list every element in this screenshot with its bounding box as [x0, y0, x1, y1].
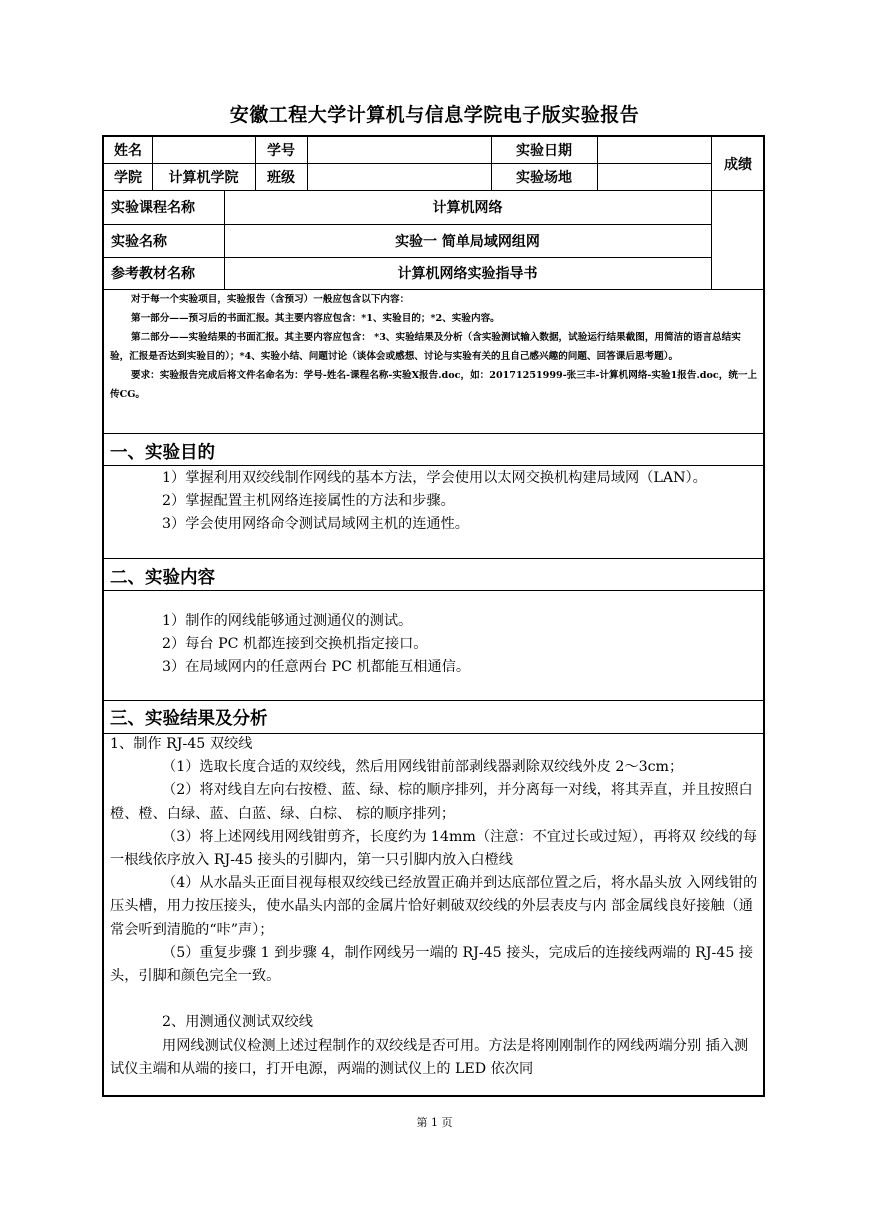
list-item: 2）每台 PC 机都连接到交换机指定接口。	[162, 636, 428, 653]
course-value: 计算机网络	[432, 200, 503, 216]
grid-line	[104, 465, 765, 466]
requirements-line: 要求：实验报告完成后将文件名命名为：学号-姓名-课程名称-实验X报告.doc，如：20171251999-张三丰-计算机网络-实验1报告.doc，统一上传CG。	[110, 370, 758, 400]
experiment-value: 实验一 简单局域网组网	[395, 233, 540, 250]
section-heading: 三、实验结果及分析	[110, 709, 268, 729]
list-item: 3）在局域网内的任意两台 PC 机都能互相通信。	[162, 659, 471, 676]
grid-line	[224, 190, 225, 289]
report-form	[102, 135, 765, 1097]
step-item: （2）将对线自左向右按橙、蓝、绿、棕的顺序排列，并分离每一对线，将其弄直，并且按照白橙、橙、白绿、蓝、白蓝、绿、白棕、 棕的顺序排列；	[110, 782, 753, 822]
step-item: （3）将上述网线用网线钳剪齐，长度约为 14mm（注意：不宜过长或过短），再将双 绞线的每一根线依序放入 RJ-45 接头的引脚内，第一只引脚内放入白橙线	[110, 828, 758, 869]
textbook-value: 计算机网络实验指导书	[397, 266, 538, 282]
step-item: （4）从水晶头正面目视每根双绞线已经放置正确并到达底部位置之后，将水晶头放 入网线钳的压头槽，用力按压接头，使水晶头内部的金属片恰好刺破双绞线的外层表皮与内 部金属线良好接触（通常会听到清脆的“咔”声）；	[110, 875, 758, 938]
grid-line	[104, 163, 711, 164]
class-label: 班级	[267, 169, 295, 186]
grid-line	[152, 137, 153, 190]
date-field[interactable]	[597, 137, 711, 163]
grid-line	[711, 137, 712, 289]
page-number: 第 1 页	[416, 1116, 453, 1129]
section-heading: 二、实验内容	[110, 568, 215, 588]
requirements-note	[110, 290, 760, 404]
section-body	[110, 467, 760, 537]
location-field[interactable]	[597, 163, 711, 190]
name-label: 姓名	[114, 143, 142, 159]
grid-line	[104, 590, 765, 591]
requirements-line: 第二部分——实验结果的书面汇报。其主要内容应包含： *3、实验结果及分析（含实验测试输入数据，试验运行结果截图，用简洁的语言总结实验，汇报是否达到实验目的）；*4、实验小结、问题讨论（谈体会或感想、讨论与实验有关的且自己感兴趣的问题、回答课后思考题）。	[110, 332, 741, 362]
section-body	[110, 733, 760, 1081]
grid-line	[491, 137, 492, 190]
date-label: 实验日期	[516, 143, 572, 159]
grid-line	[104, 190, 765, 191]
college-value: 计算机学院	[168, 169, 239, 186]
paragraph: 用网线测试仪检测上述过程制作的双绞线是否可用。方法是将刚刚制作的网线两端分别 插入测试仪主端和从端的接口，打开电源，两端的测试仪上的 LED 依次同	[110, 1037, 749, 1077]
textbook-label: 参考教材名称	[111, 266, 195, 282]
college-label: 学院	[114, 169, 142, 186]
page-title: 安徽工程大学计算机与信息学院电子版实验报告	[229, 104, 640, 126]
grid-line	[597, 137, 598, 190]
grid-line	[255, 137, 256, 190]
experiment-label: 实验名称	[111, 233, 167, 250]
grid-line	[104, 257, 711, 258]
grid-line	[104, 433, 765, 434]
requirements-line: 第一部分——预习后的书面汇报。其主要内容应包含：*1、实验目的；*2、实验内容。	[131, 313, 500, 324]
step-item: （1）选取长度合适的双绞线，然后用网线钳前部剥线器剥除双绞线外皮 2～3cm；	[162, 759, 684, 776]
grid-line	[104, 558, 765, 559]
subsection-title: 1、制作 RJ-45 双绞线	[110, 736, 253, 752]
student-id-field[interactable]	[307, 137, 491, 163]
section-body	[110, 610, 760, 680]
course-label: 实验课程名称	[111, 200, 195, 216]
list-item: 1）制作的网线能够通过测通仪的测试。	[162, 613, 413, 629]
subsection-title: 2、用测通仪测试双绞线	[162, 1014, 313, 1031]
class-field[interactable]	[307, 163, 491, 190]
grid-line	[104, 700, 765, 701]
location-label: 实验场地	[516, 169, 572, 186]
list-item: 3）学会使用网络命令测试局域网主机的连通性。	[162, 516, 469, 533]
grid-line	[307, 137, 308, 190]
blank-line	[110, 988, 760, 1011]
step-item: （5）重复步骤 1 到步骤 4，制作网线另一端的 RJ-45 接头，完成后的连接线两端的 RJ-45 接 头，引脚和颜色完全一致。	[110, 944, 754, 985]
student-id-label: 学号	[267, 143, 295, 159]
name-field[interactable]	[152, 137, 255, 163]
list-item: 1）掌握利用双绞线制作网线的基本方法，学会使用以太网交换机构建局域网（LAN）。	[162, 470, 707, 486]
section-heading: 一、实验目的	[110, 443, 215, 463]
list-item: 2）掌握配置主机网络连接属性的方法和步骤。	[162, 493, 455, 510]
grade-label: 成绩	[724, 157, 752, 173]
requirements-line: 对于每一个实验项目，实验报告（含预习）一般应包含以下内容：	[131, 294, 410, 305]
grid-line	[104, 224, 711, 225]
